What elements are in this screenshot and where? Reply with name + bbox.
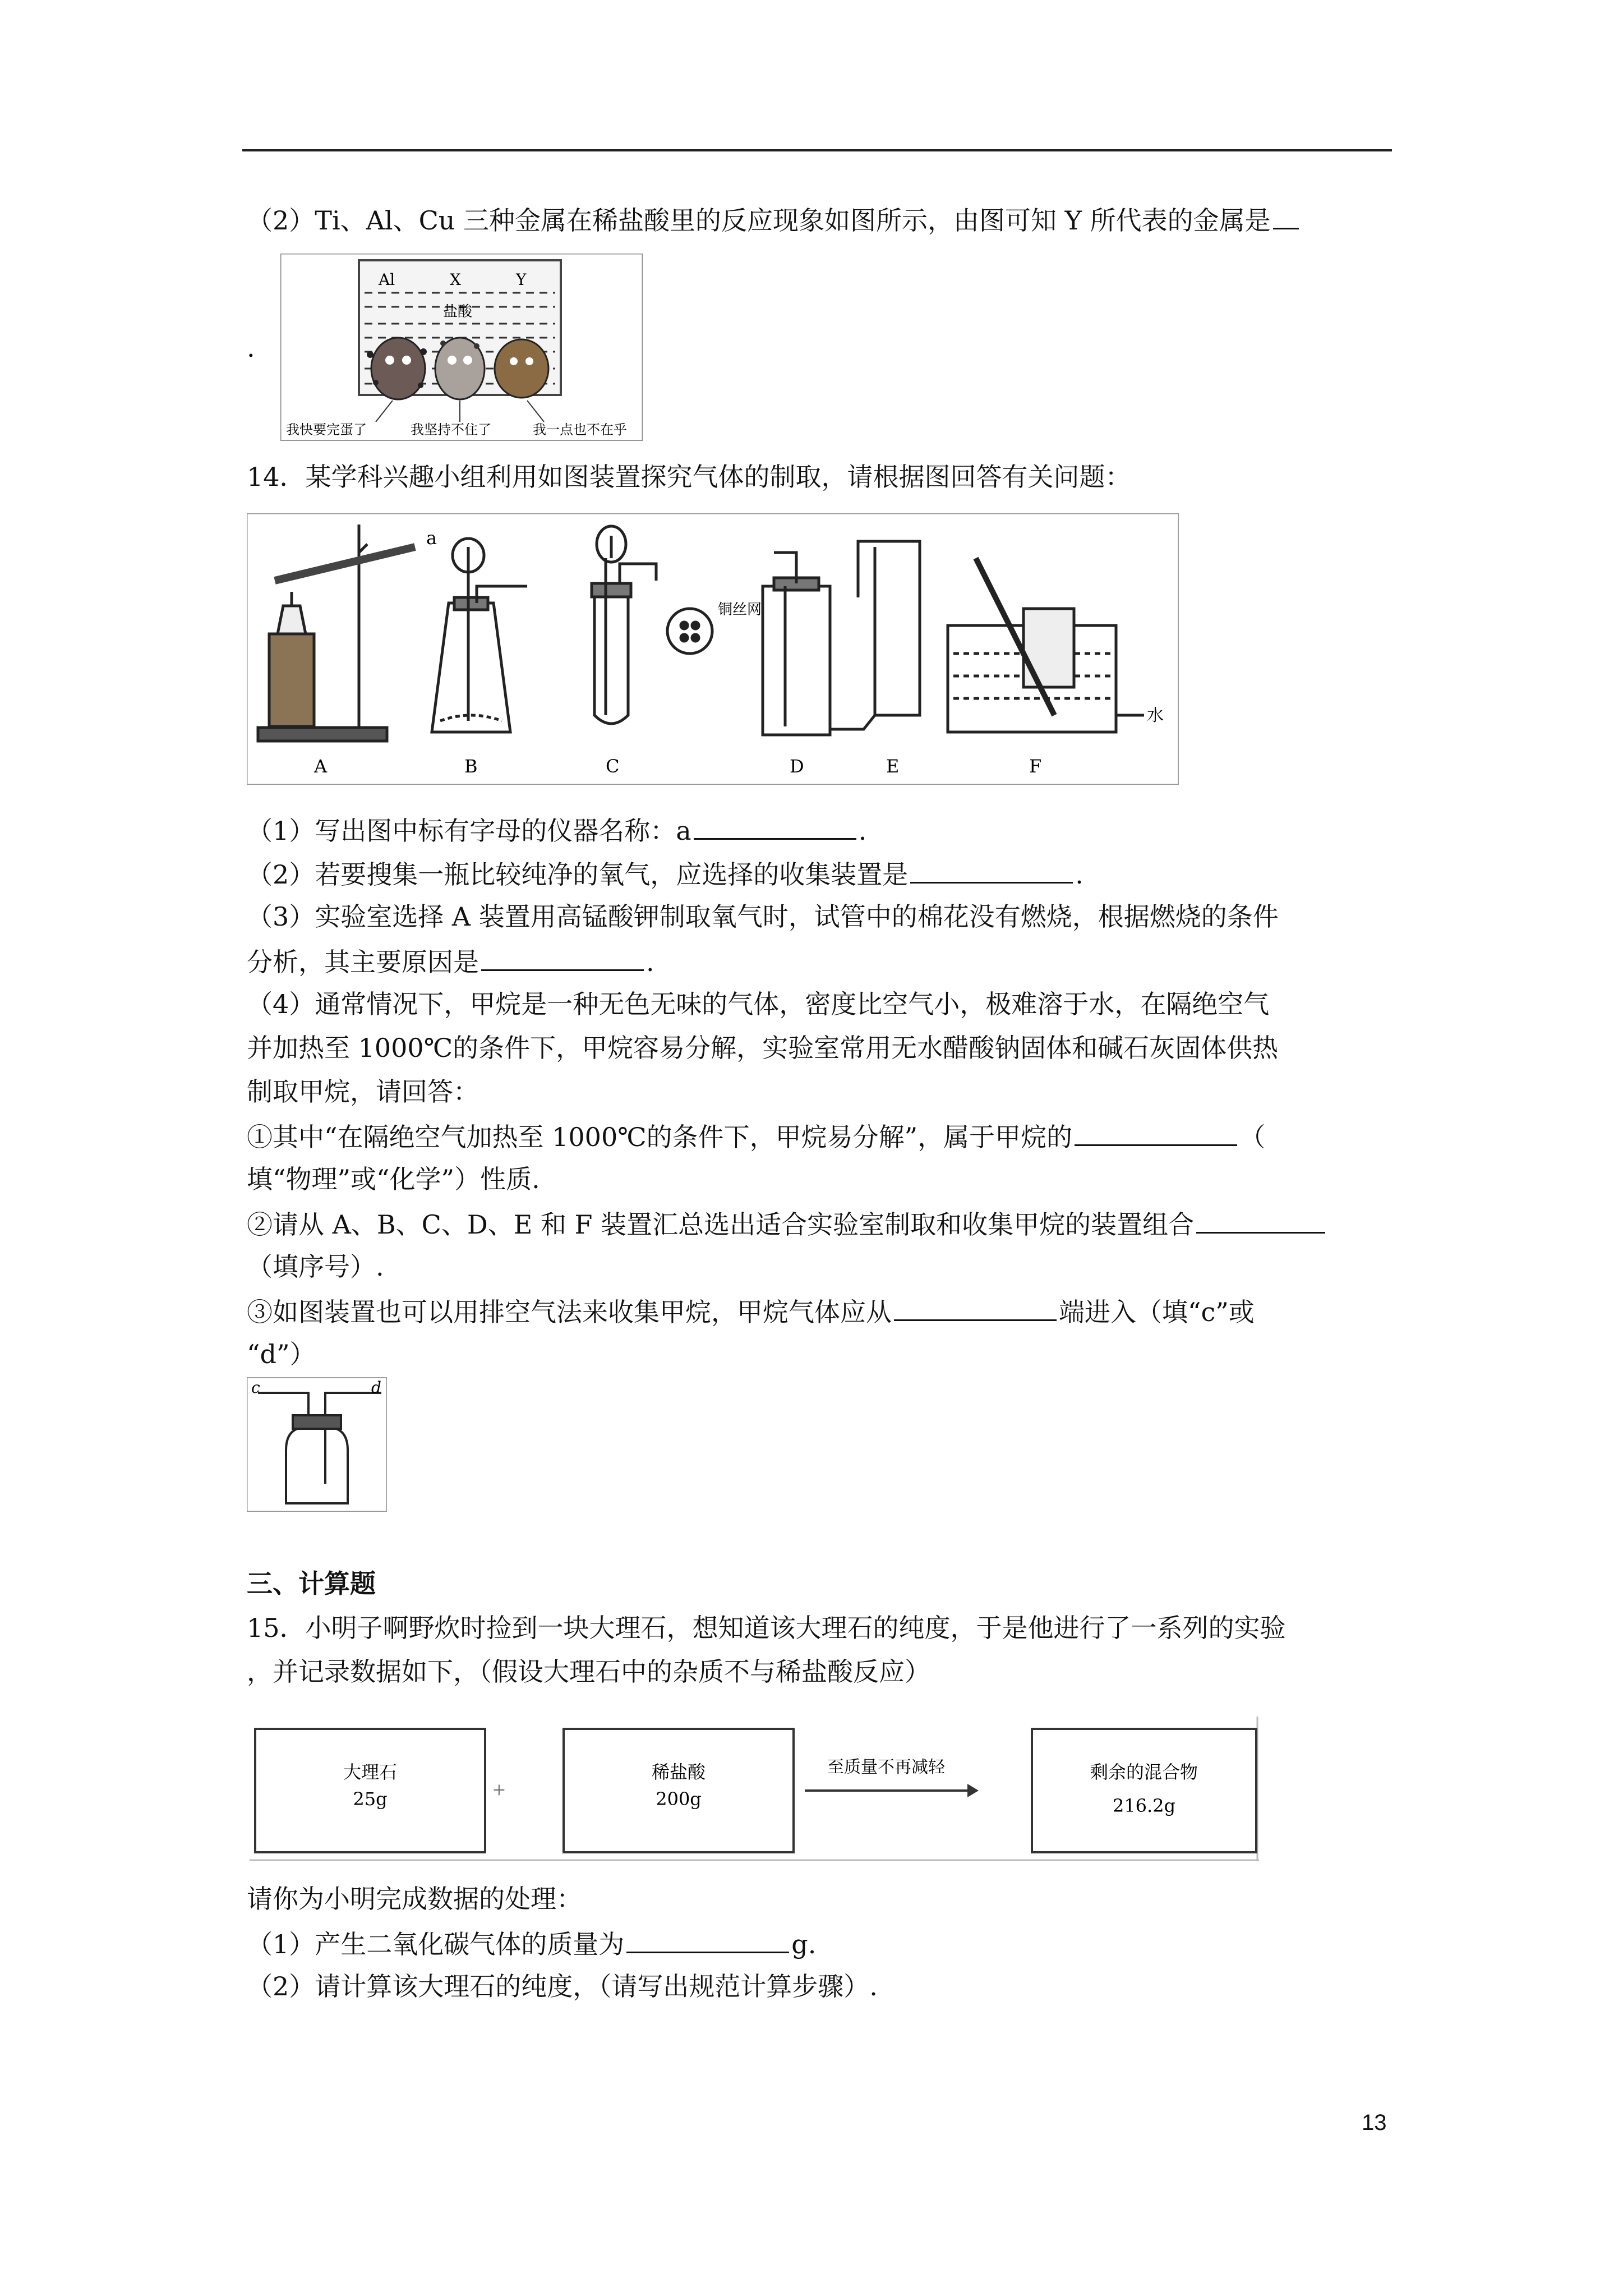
q14-part2: （2）若要搜集一瓶比较纯净的氧气，应选择的收集装置是 .	[247, 856, 1083, 891]
answer-blank	[894, 1294, 1057, 1321]
port-d-label: d	[371, 1378, 381, 1397]
metal-label-x: X	[450, 270, 461, 289]
caption-x: 我坚持不住了	[411, 422, 491, 438]
metal-label-y: Y	[516, 270, 527, 289]
answer-blank	[694, 812, 856, 840]
water-label: 水	[1147, 706, 1164, 725]
arrow-label: 至质量不再减轻	[827, 1757, 945, 1777]
letter-f: F	[1029, 756, 1042, 777]
q14-part3-line1: （3）实验室选择 A 装置用高锰酸钾制取氧气时，试管中的棉花没有燃烧，根据燃烧的条件	[247, 901, 1279, 932]
acid-label: 盐酸	[443, 303, 473, 320]
q14-stem: 14．某学科兴趣小组利用如图装置探究气体的制取，请根据图回答有关问题：	[247, 462, 1131, 492]
q15-part2: （2）请计算该大理石的纯度，（请写出规范计算步骤）.	[247, 1971, 878, 2001]
q14-sub3-line2: “d”）	[247, 1339, 316, 1369]
q14-part4-line2: 并加热至 1000℃的条件下，甲烷容易分解，实验室常用无水醋酸钠固体和碱石灰固体供热	[247, 1033, 1279, 1063]
answer-blank	[910, 856, 1073, 884]
q14-part4-line3: 制取甲烷，请回答：	[247, 1076, 479, 1107]
port-c-label: c	[251, 1378, 260, 1397]
box2-name: 稀盐酸	[651, 1761, 706, 1783]
q14-part3-line2: 分析，其主要原因是 .	[247, 944, 654, 979]
letter-c: C	[606, 756, 620, 777]
caption-y: 我一点也不在乎	[533, 422, 627, 438]
q14-sub1-line2: 填“物理”或“化学”）性质.	[247, 1164, 540, 1194]
letter-d: D	[790, 756, 804, 777]
answer-blank	[1273, 202, 1299, 229]
q14-sub3-line1: ③如图装置也可以用排空气法来收集甲烷，甲烷气体应从 端进入（填“c”或	[247, 1294, 1255, 1329]
q14-sub1-line1: ①其中“在隔绝空气加热至 1000℃的条件下，甲烷易分解”，属于甲烷的 （	[247, 1119, 1265, 1154]
box3-name: 剩余的混合物	[1090, 1761, 1198, 1783]
q14-part4-line1: （4）通常情况下，甲烷是一种无色无味的气体，密度比空气小，极难溶于水，在隔绝空气	[247, 989, 1270, 1019]
box-residue	[1032, 1729, 1256, 1852]
q15-line2: ，并记录数据如下，（假设大理石中的杂质不与稀盐酸反应）	[247, 1657, 930, 1687]
letter-b: B	[464, 756, 478, 777]
plus-sign: +	[492, 1780, 506, 1800]
q13-part2-end: .	[247, 333, 255, 363]
header-rule	[242, 149, 1392, 151]
metal-y-cartoon	[495, 339, 548, 398]
section-title: 三、计算题	[247, 1568, 376, 1599]
q15-line3: 请你为小明完成数据的处理：	[247, 1884, 582, 1914]
q15-line1: 15．小明子啊野炊时捡到一块大理石，想知道该大理石的纯度，于是他进行了一系列的实验	[247, 1613, 1286, 1643]
metals-in-acid-figure	[280, 254, 643, 441]
reaction-flow-diagram	[250, 1717, 1259, 1861]
gas-bottle-figure	[247, 1377, 387, 1512]
letter-a: A	[314, 756, 328, 777]
caption-al: 我快要完蛋了	[286, 422, 367, 438]
box1-value: 25g	[353, 1788, 388, 1810]
metal-label-al: Al	[379, 270, 395, 289]
label-a: a	[426, 527, 437, 549]
q13-part2-question: （2）Ti、Al、Cu 三种金属在稀盐酸里的反应现象如图所示，由图可知 Y 所代表的金属是	[247, 202, 1301, 237]
letter-e: E	[886, 756, 900, 777]
gas-apparatus-figure	[247, 513, 1179, 785]
q15-part1: （1）产生二氧化碳气体的质量为 g.	[247, 1926, 816, 1961]
box3-value: 216.2g	[1112, 1795, 1176, 1816]
answer-blank	[1075, 1119, 1237, 1146]
answer-blank	[1196, 1206, 1325, 1234]
q14-sub2-line1: ②请从 A、B、C、D、E 和 F 装置汇总选出适合实验室制取和收集甲烷的装置组合	[247, 1206, 1327, 1241]
metal-x-cartoon	[435, 338, 485, 399]
box2-value: 200g	[656, 1788, 702, 1810]
q14-part1: （1）写出图中标有字母的仪器名称：a .	[247, 812, 866, 848]
answer-blank	[626, 1926, 789, 1953]
answer-blank	[481, 944, 644, 971]
q14-sub2-line2: （填序号）.	[247, 1251, 384, 1282]
page-number: 13	[1362, 2110, 1387, 2135]
box1-name: 大理石	[343, 1761, 398, 1783]
copper-mesh-label: 铜丝网	[718, 601, 762, 618]
